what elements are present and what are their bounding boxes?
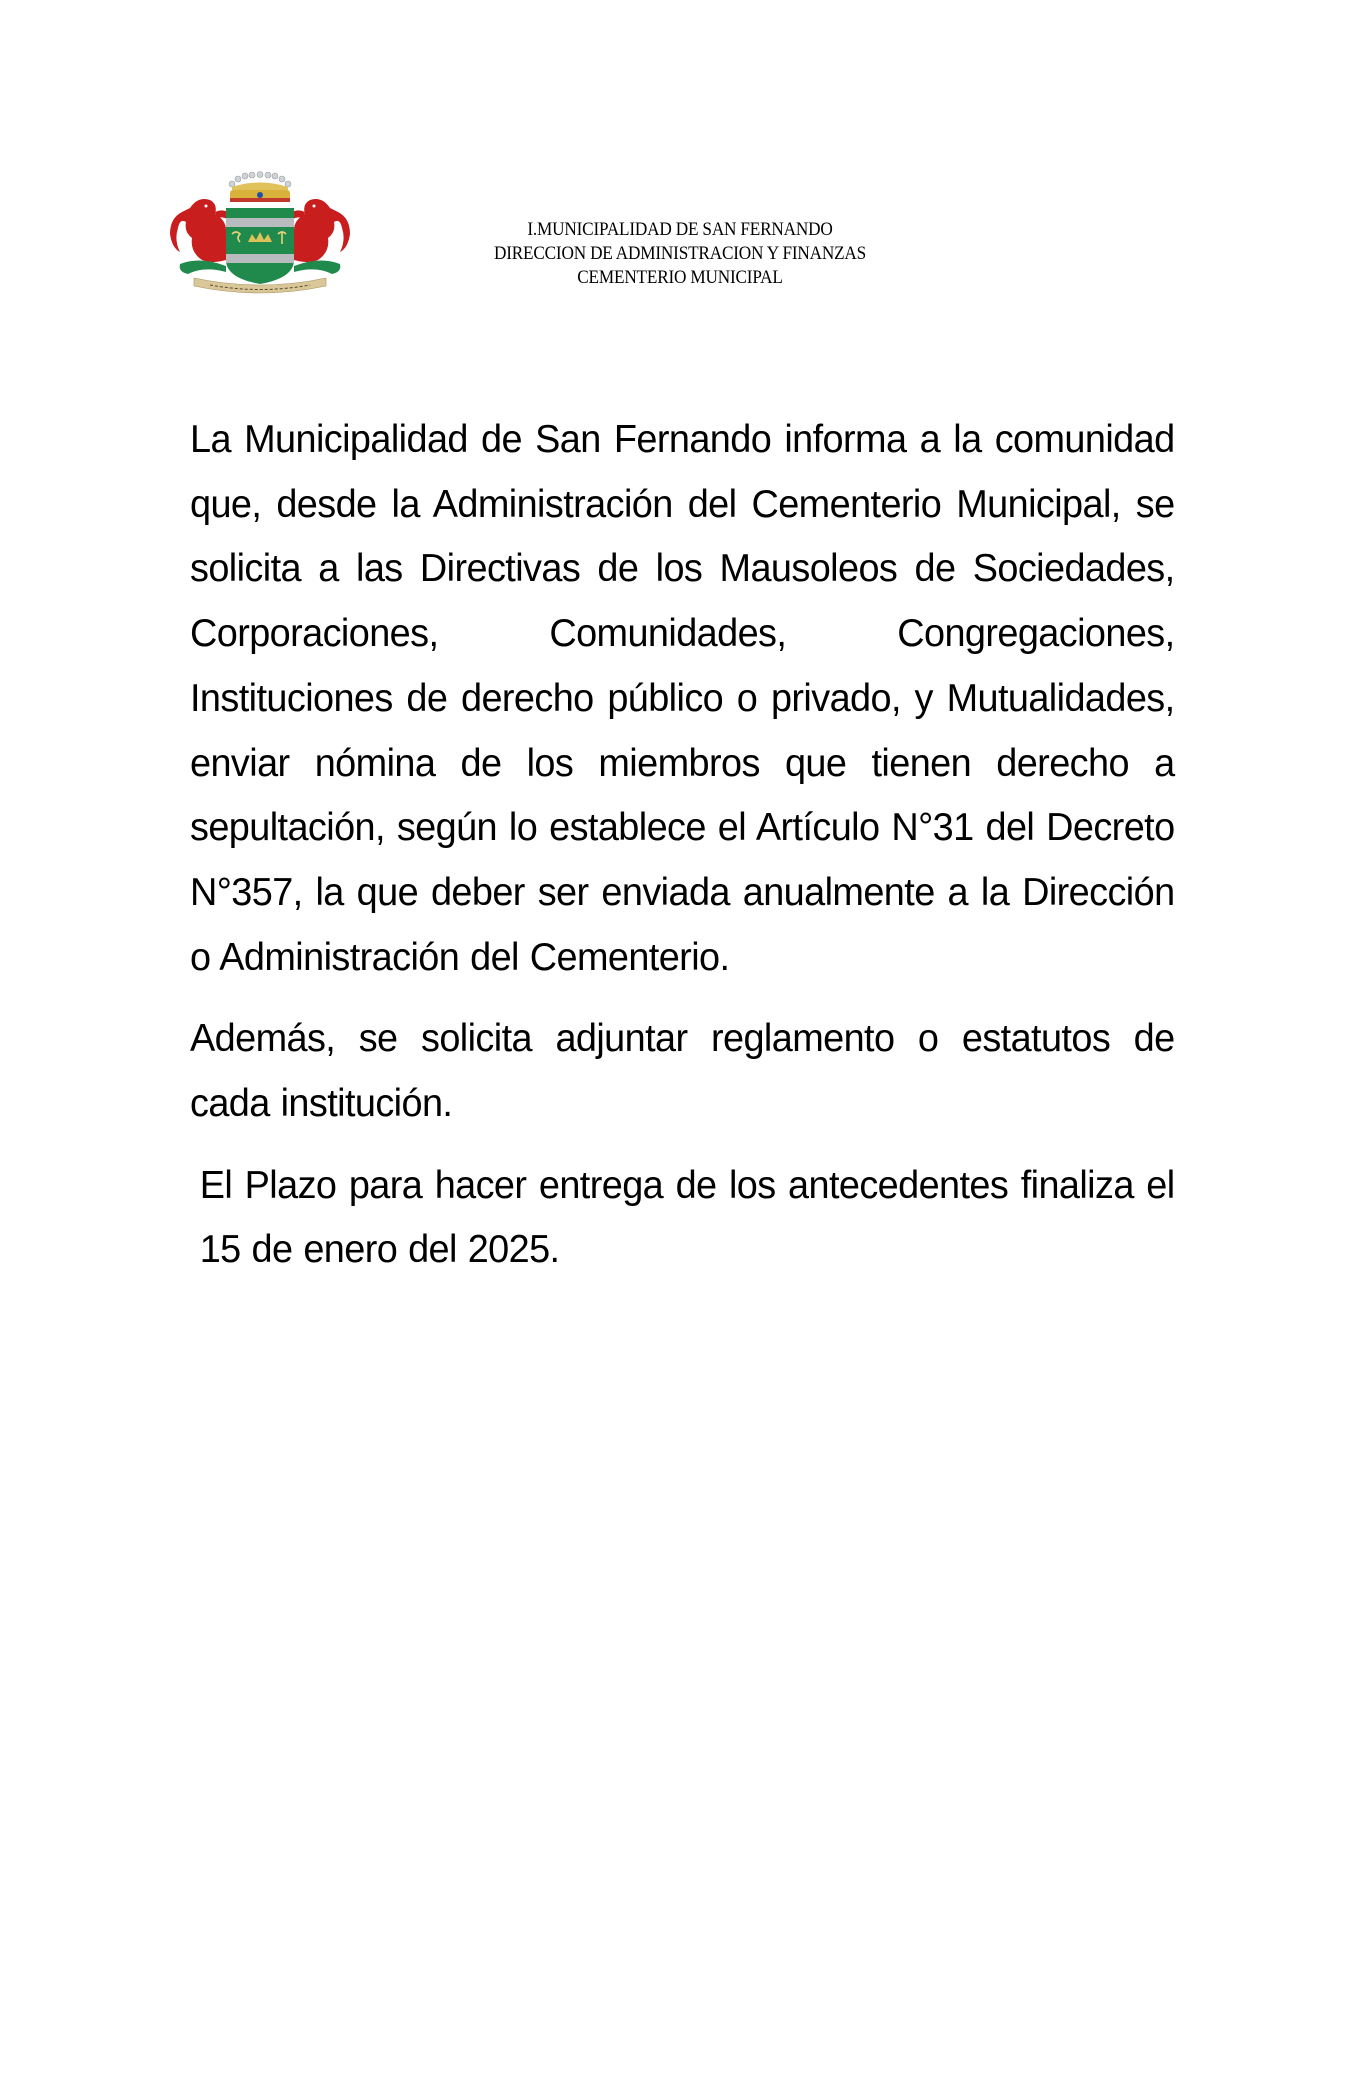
crown-icon [229, 172, 291, 203]
notice-paragraph-attachments: Además, se solicita adjuntar reglamento o estatutos de cada institución. [190, 1017, 1175, 1126]
letterhead-unit: CEMENTERIO MUNICIPAL [577, 268, 783, 288]
shield-icon [226, 208, 294, 284]
municipal-coat-of-arms [160, 168, 360, 296]
notice-paragraph-request: La Municipalidad de San Fernando informa a la comunidad que, desde la Administración del Cementerio Municipal, se solicita a las Directivas de los Mausoleos de Sociedades, Corporaciones, Comunidades, Congregaciones, Instituciones de derecho público o privado, y Mutualidades, enviar nómina de los miembros que tienen derecho a sepultación, según lo establece el Artículo N°31 del Decreto N°357, la que deber ser enviada anualmente a la Dirección o Administración del Cementerio. [190, 418, 1175, 979]
lion-right-icon [290, 199, 350, 262]
notice-paragraph-deadline: El Plazo para hacer entrega de los antecedentes finaliza el 15 de enero del 2025. [199, 1163, 1175, 1272]
lion-left-icon [170, 199, 230, 262]
letterhead-department: DIRECCION DE ADMINISTRACION Y FINANZAS [493, 244, 867, 264]
letterhead [429, 218, 931, 290]
notice-body [190, 408, 1175, 1300]
letterhead-municipality: I.MUNICIPALIDAD DE SAN FERNANDO [527, 220, 833, 240]
